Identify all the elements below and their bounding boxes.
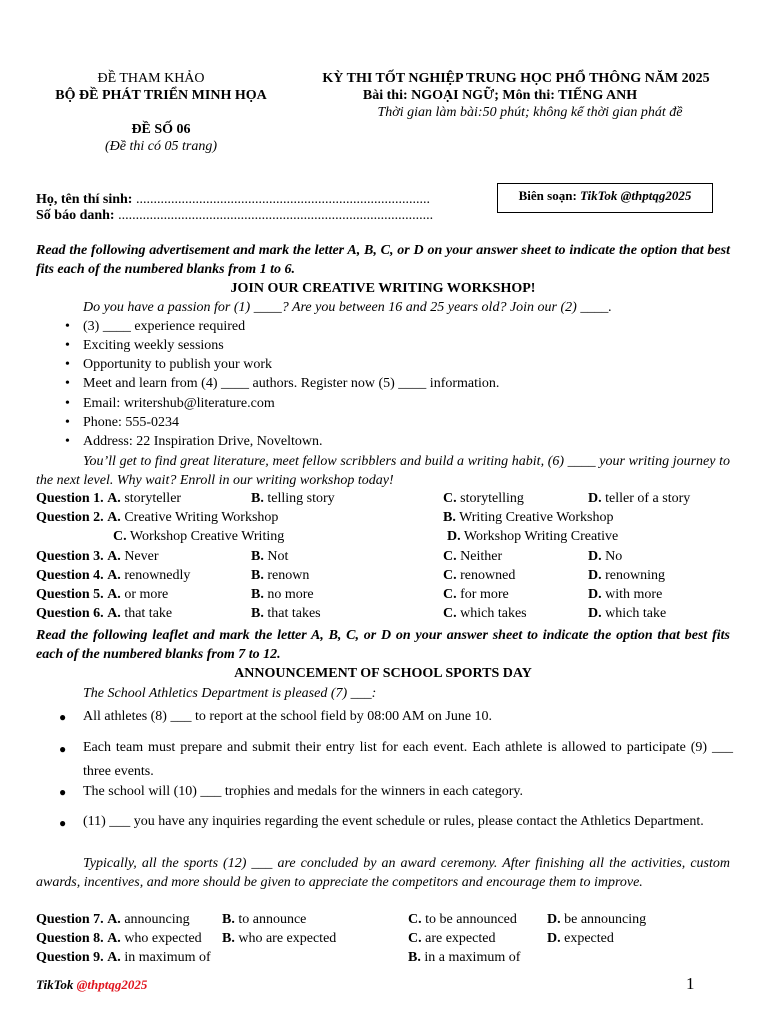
question-9: Question 9. A. in maximum of xyxy=(36,950,211,965)
list-item: ● The school will (10) ___ trophies and medals for the winners in each category. xyxy=(83,782,733,801)
compiler-value: TikTok @thptqg2025 xyxy=(580,188,692,203)
q5-option-a: or more xyxy=(124,587,169,602)
q4-option-d: D. renowning xyxy=(588,568,666,583)
q2-option-c: C. Workshop Creative Writing xyxy=(113,529,285,544)
footer-handle: @thptqg2025 xyxy=(76,977,148,992)
exam-type: ĐỀ THAM KHẢO xyxy=(97,71,205,86)
q2-option-b: B. Writing Creative Workshop xyxy=(443,510,614,525)
q7-option-d: D. be announcing xyxy=(547,912,647,927)
q1-option-d: D. teller of a story xyxy=(588,491,691,506)
q2-option-a: Creative Writing Workshop xyxy=(124,510,279,525)
q4-option-b: B. renown xyxy=(251,568,310,583)
question-8: Question 8. A. who expected xyxy=(36,931,202,946)
subject-line: Bài thi: NGOẠI NGỮ; Môn thi: TIẾNG ANH xyxy=(362,88,638,103)
exam-set-title: BỘ ĐỀ PHÁT TRIỂN MINH HỌA xyxy=(55,88,267,103)
section1-intro: Do you have a passion for (1) ____? Are you between 16 and 25 years old? Join our (2) ____. xyxy=(83,300,612,315)
q7-option-c: C. to be announced xyxy=(408,912,517,927)
q3-option-d: D. No xyxy=(588,549,623,564)
question-2: Question 2. A. Creative Writing Workshop xyxy=(36,510,279,525)
q9-option-b: B. in a maximum of xyxy=(408,950,521,965)
candidate-name-label: Họ, tên thí sinh: xyxy=(36,192,133,207)
time-note: Thời gian làm bài:50 phút; không kể thời gian phát đề xyxy=(377,105,683,120)
list-item: • Opportunity to publish your work xyxy=(83,355,733,374)
list-item: • Phone: 555-0234 xyxy=(83,413,733,432)
q3-option-b: B. Not xyxy=(251,549,289,564)
question-4: Question 4. A. renownedly xyxy=(36,568,191,583)
question-7: Question 7. A. announcing xyxy=(36,912,190,927)
q7-option-a: announcing xyxy=(124,912,190,927)
section2-instruction: Read the following leaflet and mark the letter A, B, C, or D on your answer sheet to indicate the option that best fits each of the numbered blanks from 7 to 12. xyxy=(36,628,730,662)
q1-option-c: C. storytelling xyxy=(443,491,524,506)
q5-option-b: B. no more xyxy=(251,587,314,602)
q6-option-c: C. which takes xyxy=(443,606,527,621)
page-number: 1 xyxy=(686,974,695,993)
q9-option-a: in maximum of xyxy=(124,950,211,965)
q1-option-a: storyteller xyxy=(124,491,182,506)
q8-option-a: who expected xyxy=(124,931,202,946)
q6-option-b: B. that takes xyxy=(251,606,321,621)
section2-intro: The School Athletics Department is pleased (7) ___: xyxy=(83,686,377,701)
list-item: • (3) ____ experience required xyxy=(83,317,733,336)
section2-closing: Typically, all the sports (12) ___ are concluded by an award ceremony. After finishing all the activities, custom awards, incentives, and more should be given to appreciate the competitors and encourage them to improve. xyxy=(36,856,730,890)
q8-option-d: D. expected xyxy=(547,931,614,946)
q6-option-a: that take xyxy=(124,606,173,621)
footer-tiktok: TikTok xyxy=(36,977,74,992)
candidate-id-field xyxy=(36,208,433,224)
candidate-name-dots: .................................................................................... xyxy=(135,192,430,207)
q4-option-c: C. renowned xyxy=(443,568,516,583)
list-item: ● All athletes (8) ___ to report at the school field by 08:00 AM on June 10. xyxy=(83,707,733,726)
q8-option-c: C. are expected xyxy=(408,931,496,946)
question-6: Question 6. A. that take xyxy=(36,606,173,621)
q4-option-a: renownedly xyxy=(124,568,191,583)
question-1: Question 1. A. storyteller xyxy=(36,491,182,506)
compiler-label: Biên soạn: xyxy=(518,188,577,203)
question-5: Question 5. A. or more xyxy=(36,587,169,602)
q7-option-b: B. to announce xyxy=(222,912,307,927)
page-count-note: (Đề thi có 05 trang) xyxy=(105,139,217,154)
list-item: ● (11) ___ you have any inquiries regarding the event schedule or rules, please contact the Athletics Department. xyxy=(83,810,733,834)
candidate-name-field xyxy=(36,192,430,208)
q5-option-c: C. for more xyxy=(443,587,509,602)
list-item: ● Each team must prepare and submit their entry list for each event. Each athlete is allowed to participate (9) ___ three events. xyxy=(83,736,733,784)
q2-option-d: D. Workshop Writing Creative xyxy=(447,529,619,544)
candidate-id-label: Số báo danh: xyxy=(36,208,115,223)
list-item: • Email: writershub@literature.com xyxy=(83,394,733,413)
exam-number: ĐỀ SỐ 06 xyxy=(131,122,191,137)
list-item: • Meet and learn from (4) ____ authors. Register now (5) ____ information. xyxy=(83,374,733,393)
q8-option-b: B. who are expected xyxy=(222,931,337,946)
q3-option-a: Never xyxy=(124,549,159,564)
section1-title: JOIN OUR CREATIVE WRITING WORKSHOP! xyxy=(230,281,536,296)
footer-brand xyxy=(36,977,147,993)
section1-instruction: Read the following advertisement and mark the letter A, B, C, or D on your answer sheet to indicate the option that best fits each of the numbered blanks from 1 to 6. xyxy=(36,243,730,277)
exam-title: KỲ THI TỐT NGHIỆP TRUNG HỌC PHỔ THÔNG NĂM 2025 xyxy=(322,71,710,86)
q5-option-d: D. with more xyxy=(588,587,663,602)
q3-option-c: C. Neither xyxy=(443,549,503,564)
section2-title: ANNOUNCEMENT OF SCHOOL SPORTS DAY xyxy=(234,666,532,681)
section1-closing: You’ll get to find great literature, meet fellow scribblers and build a writing habit, (6) ____ your writing journey to the next level. Why wait? Enroll in our writing workshop today! xyxy=(36,454,730,488)
q1-option-b: B. telling story xyxy=(251,491,335,506)
question-3: Question 3. A. Never xyxy=(36,549,159,564)
compiler-box xyxy=(497,183,713,213)
list-item: • Address: 22 Inspiration Drive, Noveltown. xyxy=(83,432,733,451)
candidate-id-dots: .......................................................................................... xyxy=(118,208,434,223)
q6-option-d: D. which take xyxy=(588,606,667,621)
list-item: • Exciting weekly sessions xyxy=(83,336,733,355)
